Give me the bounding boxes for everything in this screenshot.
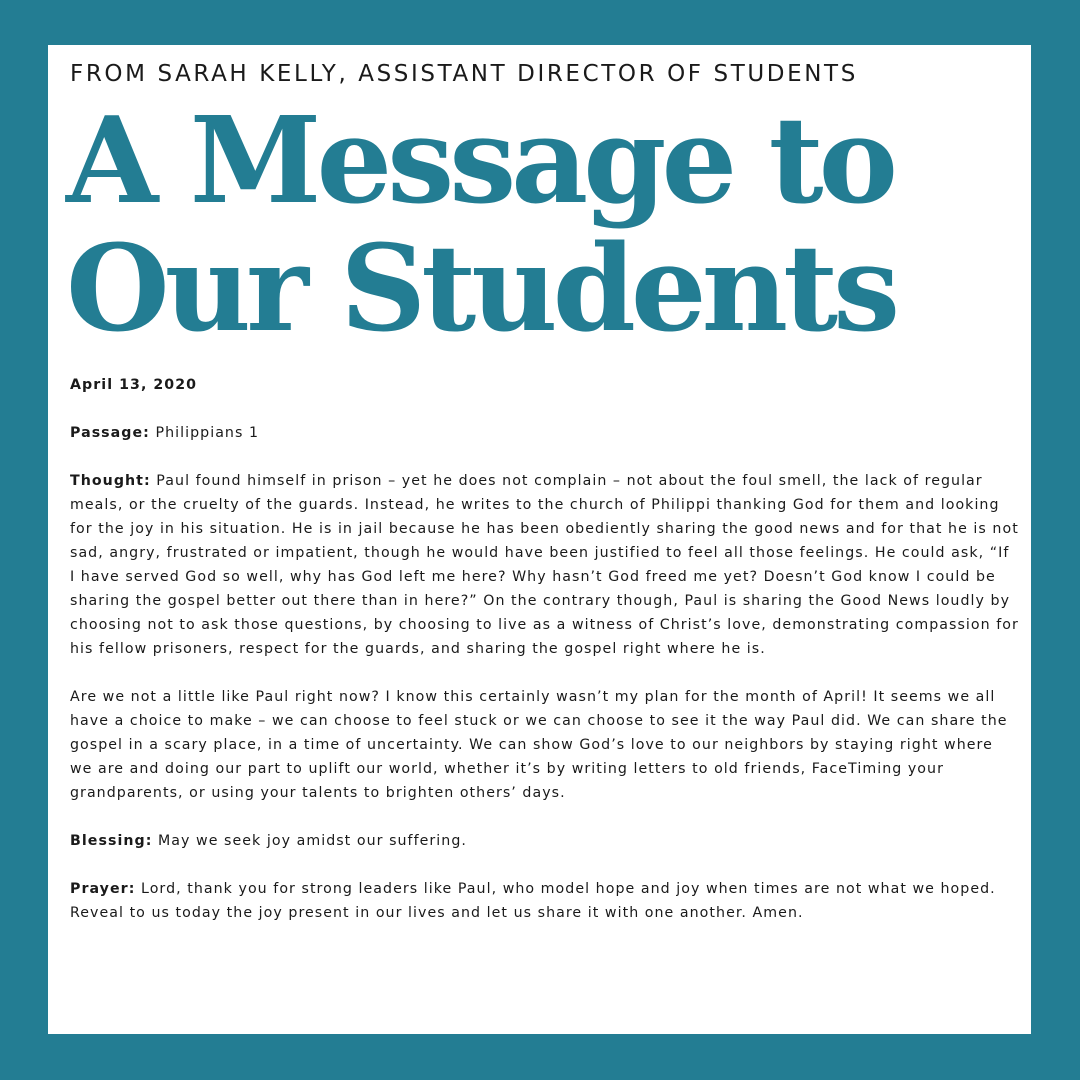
message-body [70,373,1020,949]
prayer-label: Prayer: [70,881,136,897]
passage-label: Passage: [70,425,150,441]
title-line-2: Our Students [66,219,896,359]
blessing-label: Blessing: [70,833,153,849]
page-title [66,91,896,359]
message-card [48,45,1031,1034]
passage-paragraph [70,421,1020,445]
passage-text: Philippians 1 [149,425,260,441]
thought-paragraph [70,469,1020,661]
prayer-paragraph [70,877,1020,925]
prayer-text: Lord, thank you for strong leaders like Paul, who model hope and joy when times are not what we hoped. Reveal to us today the joy present in our lives and let us share it with one another. Amen. [70,881,996,921]
thought-label: Thought: [70,473,151,489]
post-date: April 13, 2020 [70,377,198,393]
reflection-paragraph: Are we not a little like Paul right now? I know this certainly wasn’t my plan for the month of April! It seems we all have a choice to make – we can choose to feel stuck or we can choose to see it the way Paul did. We can share the gospel in a scary place, in a time of uncertainty. We can show God’s love to our neighbors by staying right where we are and doing our part to uplift our world, whether it’s by writing letters to old friends, FaceTiming your grandparents, or using your talents to brighten others’ days. [70,689,1008,801]
author-kicker: FROM SARAH KELLY, ASSISTANT DIRECTOR OF STUDENTS [70,61,858,87]
title-line-1: A Message to [66,91,893,231]
blessing-text: May we seek joy amidst our suffering. [152,833,467,849]
blessing-paragraph [70,829,1020,853]
thought-text: Paul found himself in prison – yet he does not complain – not about the foul smell, the lack of regular meals, or the cruelty of the guards. Instead, he writes to the church of Philippi thanking God for them and looking for the joy in his situation. He is in jail because he has been obediently sharing the good news and for that he is not sad, angry, frustrated or impatient, though he would have been justified to feel all those feelings. He could ask, “If I have served God so well, why has God left me here? Why hasn’t God freed me yet? Doesn’t God know I could be sharing the gospel better out there than in here?” On the contrary though, Paul is sharing the Good News loudly by choosing not to ask those questions, by choosing to live as a witness of Christ’s love, demonstrating compassion for his fellow prisoners, respect for the guards, and sharing the gospel right where he is. [70,473,1019,657]
